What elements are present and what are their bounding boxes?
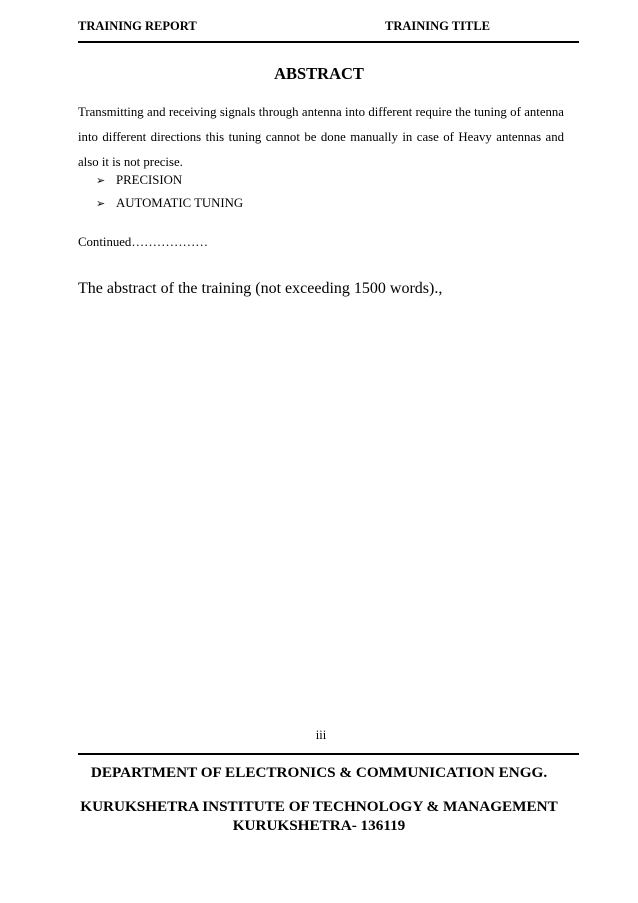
list-item <box>96 192 496 215</box>
arrow-bullet-icon: ➢ <box>96 174 106 187</box>
body-paragraph: Transmitting and receiving signals through antenna into different require the tuning of antenna into different directions this tuning cannot be done manually in case of Heavy antennas and also it is not precise. <box>78 105 564 169</box>
bullet-text: AUTOMATIC TUNING <box>116 196 244 210</box>
page-number-text: iii <box>315 728 327 742</box>
bullet-text: PRECISION <box>116 173 183 187</box>
footer-institute-line2: KURUKSHETRA- 136119 <box>232 817 406 834</box>
header-left-text: TRAINING REPORT <box>78 19 197 33</box>
section-title <box>0 64 638 84</box>
bullet-list <box>96 169 496 215</box>
page-number <box>0 728 638 743</box>
continued-text: Continued……………… <box>78 235 209 249</box>
page-header <box>78 19 578 37</box>
footer-institute <box>0 797 638 835</box>
list-item <box>96 169 496 192</box>
footer-divider <box>78 753 579 755</box>
arrow-bullet-icon: ➢ <box>96 197 106 210</box>
abstract-note: The abstract of the training (not exceeding 1500 words)., <box>78 280 443 297</box>
footer-department: DEPARTMENT OF ELECTRONICS & COMMUNICATION ENGG. <box>90 764 548 781</box>
header-divider <box>78 41 579 43</box>
footer-institute-line1: KURUKSHETRA INSTITUTE OF TECHNOLOGY & MANAGEMENT <box>80 798 558 815</box>
header-right-text: TRAINING TITLE <box>385 19 491 33</box>
section-title-text: ABSTRACT <box>274 64 364 83</box>
